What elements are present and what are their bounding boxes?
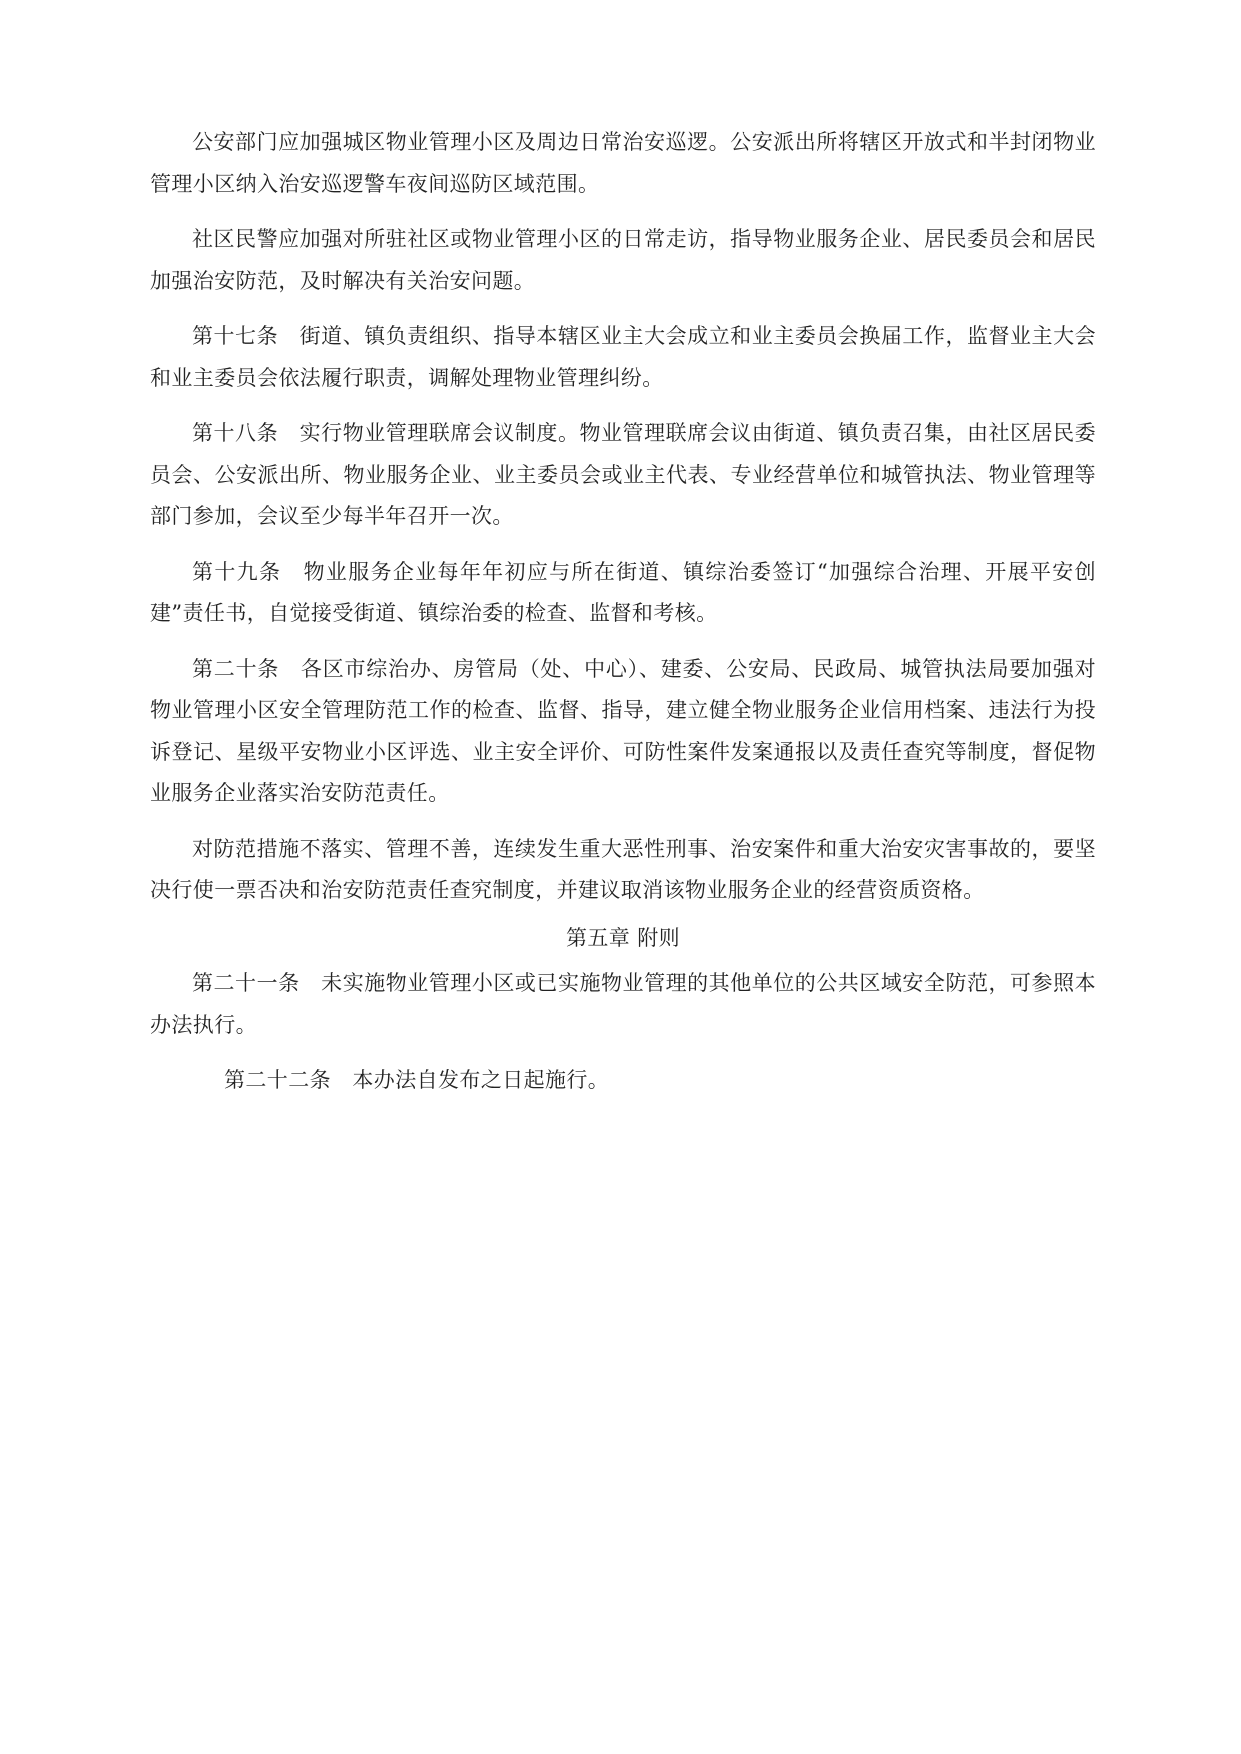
- article-22: 第二十二条 本办法自发布之日起施行。: [224, 1068, 610, 1092]
- article-20: 第二十条 各区市综治办、房管局（处、中心）、建委、公安局、民政局、城管执法局要加强对物业管理小区安全管理防范工作的检查、监督、指导，建立健全物业服务企业信用档案、违法行为投诉登记、星级平安物业小区评选、业主安全评价、可防性案件发案通报以及责任查究等制度，督促物业服务企业落实治安防范责任。: [150, 656, 1096, 805]
- article-17: 第十七条 街道、镇负责组织、指导本辖区业主大会成立和业主委员会换届工作，监督业主大会和业主委员会依法履行职责，调解处理物业管理纠纷。: [150, 324, 1096, 390]
- article-21: 第二十一条 未实施物业管理小区或已实施物业管理的其他单位的公共区域安全防范，可参照本办法执行。: [150, 971, 1096, 1037]
- paragraph-veto: 对防范措施不落实、管理不善，连续发生重大恶性刑事、治安案件和重大治安灾害事故的，要坚决行使一票否决和治安防范责任查究制度，并建议取消该物业服务企业的经营资质资格。: [150, 836, 1096, 902]
- paragraph-patrol: 公安部门应加强城区物业管理小区及周边日常治安巡逻。公安派出所将辖区开放式和半封闭物业管理小区纳入治安巡逻警车夜间巡防区域范围。: [150, 130, 1096, 196]
- document-body: [150, 122, 1096, 1116]
- article-19: 第十九条 物业服务企业每年年初应与所在街道、镇综治委签订“加强综合治理、开展平安创建”责任书，自觉接受街道、镇综治委的检查、监督和考核。: [150, 559, 1096, 625]
- article-18: 第十八条 实行物业管理联席会议制度。物业管理联席会议由街道、镇负责召集，由社区居民委员会、公安派出所、物业服务企业、业主委员会或业主代表、专业经营单位和城管执法、物业管理等部门参加，会议至少每半年召开一次。: [150, 421, 1096, 528]
- paragraph-community-police: 社区民警应加强对所驻社区或物业管理小区的日常走访，指导物业服务企业、居民委员会和居民加强治安防范，及时解决有关治安问题。: [150, 227, 1096, 293]
- chapter-heading: 第五章 附则: [565, 925, 681, 950]
